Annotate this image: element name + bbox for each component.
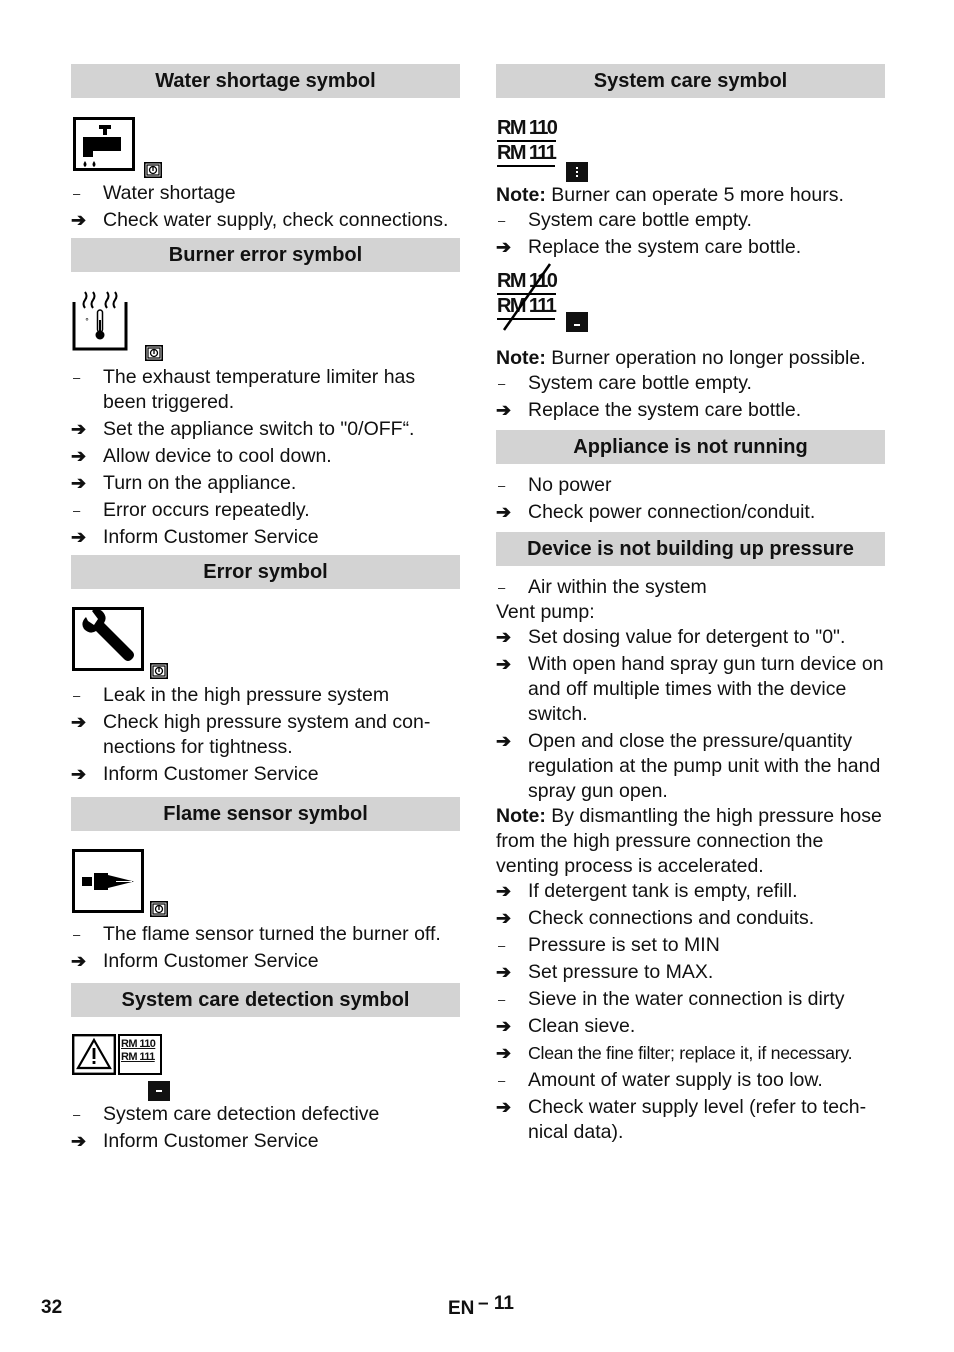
item-text: If detergent tank is empty, refill. bbox=[528, 880, 798, 902]
cause-item bbox=[71, 1102, 460, 1127]
action-item bbox=[496, 500, 885, 525]
dark-indicator-icon bbox=[148, 1081, 170, 1101]
action-item bbox=[71, 208, 460, 233]
rm-code-1: RM 110 bbox=[121, 1038, 156, 1050]
arrow-icon: ➔ bbox=[71, 764, 87, 784]
item-text: The exhaust temperature limiter has been triggered. bbox=[103, 366, 416, 413]
item-text: Inform Customer Service bbox=[103, 763, 319, 785]
section-error bbox=[71, 555, 460, 787]
item-text: Clean sieve. bbox=[528, 1015, 636, 1037]
item-text: Check water supply level (refer to tech-nical data). bbox=[528, 1096, 867, 1143]
dash-icon: – bbox=[73, 370, 81, 385]
item-text: No power bbox=[528, 474, 612, 496]
section-title: Device is not building up pressure bbox=[496, 532, 885, 566]
arrow-icon: ➔ bbox=[496, 654, 512, 674]
item-text: System care bottle empty. bbox=[528, 209, 752, 231]
item-text: Inform Customer Service bbox=[103, 526, 319, 548]
dash-icon: – bbox=[73, 927, 81, 942]
action-item bbox=[496, 906, 885, 931]
cause-item bbox=[496, 473, 885, 498]
note-text: By dismantling the high pressure hose from the high pressure connection the venting process is accelerated. bbox=[496, 805, 882, 877]
item-list bbox=[71, 181, 460, 233]
action-item bbox=[496, 960, 885, 985]
arrow-icon: ➔ bbox=[496, 1097, 512, 1117]
action-item bbox=[496, 652, 885, 727]
dash-icon: – bbox=[73, 688, 81, 703]
arrow-icon: ➔ bbox=[71, 712, 87, 732]
note-label: Note: bbox=[496, 184, 546, 206]
section-flame-sensor bbox=[71, 797, 460, 974]
action-item bbox=[496, 235, 885, 260]
icon-row bbox=[496, 260, 885, 346]
arrow-icon: ➔ bbox=[496, 1043, 512, 1063]
item-text: Water shortage bbox=[103, 182, 236, 204]
arrow-icon: ➔ bbox=[496, 731, 512, 751]
cause-item bbox=[496, 575, 885, 600]
item-text: Set the appliance switch to "0/OFF“. bbox=[103, 418, 415, 440]
arrow-icon: ➔ bbox=[71, 473, 87, 493]
arrow-icon: ➔ bbox=[71, 1131, 87, 1151]
dash-icon: – bbox=[498, 213, 506, 228]
item-list bbox=[71, 365, 460, 550]
action-item bbox=[71, 471, 460, 496]
note-paragraph bbox=[496, 346, 885, 371]
note-paragraph bbox=[496, 804, 885, 879]
action-item bbox=[496, 625, 885, 650]
note-paragraph bbox=[496, 183, 885, 208]
section-water-shortage bbox=[71, 64, 460, 233]
item-text: The flame sensor turned the burner off. bbox=[103, 923, 441, 945]
item-text: Amount of water supply is too low. bbox=[528, 1069, 823, 1091]
cause-item bbox=[496, 371, 885, 396]
action-item bbox=[496, 1095, 885, 1145]
item-list bbox=[71, 683, 460, 787]
item-text: System care detection defective bbox=[103, 1103, 380, 1125]
cause-item bbox=[71, 498, 460, 523]
cause-item bbox=[496, 933, 885, 958]
action-item bbox=[71, 1129, 460, 1154]
arrow-icon: ➔ bbox=[496, 237, 512, 257]
dash-icon: – bbox=[73, 186, 81, 201]
status-indicator-icon bbox=[150, 663, 168, 679]
icon-row bbox=[496, 98, 885, 183]
item-list bbox=[496, 625, 885, 804]
section-title: Error symbol bbox=[71, 555, 460, 589]
item-text: Sieve in the water connection is dirty bbox=[528, 988, 845, 1010]
item-text: Check high pressure system and con-nections for tightness. bbox=[103, 711, 431, 758]
item-text: Set dosing value for detergent to "0". bbox=[528, 626, 846, 648]
action-item bbox=[71, 949, 460, 974]
dash-icon: – bbox=[498, 478, 506, 493]
section-title: System care symbol bbox=[496, 64, 885, 98]
item-list bbox=[496, 575, 885, 600]
cause-item bbox=[71, 365, 460, 415]
vent-pump-label: Vent pump: bbox=[496, 601, 595, 623]
item-list bbox=[496, 208, 885, 260]
action-item bbox=[71, 444, 460, 469]
action-item bbox=[496, 398, 885, 423]
arrow-icon: ➔ bbox=[71, 210, 87, 230]
section-burner-error bbox=[71, 238, 460, 550]
rm-code-1: RM 110 bbox=[497, 117, 556, 142]
section-not-building-pressure bbox=[496, 532, 885, 1145]
arrow-icon: ➔ bbox=[71, 446, 87, 466]
icon-row bbox=[71, 589, 460, 683]
status-indicator-icon bbox=[144, 162, 162, 178]
note-text: Burner operation no longer possible. bbox=[545, 347, 866, 369]
item-text: Turn on the appliance. bbox=[103, 472, 297, 494]
item-list bbox=[71, 1102, 460, 1154]
action-item bbox=[496, 1041, 885, 1066]
item-text: Inform Customer Service bbox=[103, 1130, 319, 1152]
cause-item bbox=[71, 683, 460, 708]
sub-page-number: – 11 bbox=[478, 1293, 514, 1314]
icon-row bbox=[71, 831, 460, 922]
arrow-icon: ➔ bbox=[496, 627, 512, 647]
water-tap-icon bbox=[73, 117, 135, 171]
right-column bbox=[496, 64, 885, 1145]
dash-icon: – bbox=[498, 938, 506, 953]
dash-icon: – bbox=[498, 376, 506, 391]
action-item bbox=[496, 879, 885, 904]
icon-row bbox=[71, 1017, 460, 1102]
section-system-care-detection bbox=[71, 983, 460, 1154]
arrow-icon: ➔ bbox=[71, 419, 87, 439]
action-item bbox=[71, 710, 460, 760]
item-text: Air within the system bbox=[528, 576, 707, 598]
item-text: Allow device to cool down. bbox=[103, 445, 332, 467]
section-title: Burner error symbol bbox=[71, 238, 460, 272]
dash-icon: – bbox=[498, 992, 506, 1007]
action-item bbox=[496, 729, 885, 804]
section-title: Appliance is not running bbox=[496, 430, 885, 464]
dark-indicator-icon bbox=[566, 312, 588, 332]
arrow-icon: ➔ bbox=[496, 908, 512, 928]
arrow-icon: ➔ bbox=[496, 962, 512, 982]
item-text: Open and close the pressure/quantity regulation at the pump unit with the hand spray gun open. bbox=[528, 730, 881, 802]
item-text: With open hand spray gun turn device on and off multiple times with the device switch. bbox=[528, 653, 884, 725]
item-text: Clean the fine filter; replace it, if necessary. bbox=[528, 1043, 853, 1063]
wrench-icon bbox=[72, 607, 144, 671]
rm-code-2: RM 111 bbox=[121, 1051, 155, 1063]
left-column bbox=[71, 64, 460, 1154]
item-text: System care bottle empty. bbox=[528, 372, 752, 394]
rm-code-1: RM 110 bbox=[497, 270, 556, 295]
section-title: Water shortage symbol bbox=[71, 64, 460, 98]
language-code: EN bbox=[448, 1298, 475, 1319]
item-text: Set pressure to MAX. bbox=[528, 961, 714, 983]
warning-icon bbox=[72, 1034, 116, 1075]
rm-code-block bbox=[497, 117, 556, 167]
dark-indicator-icon bbox=[566, 162, 588, 182]
action-item bbox=[71, 762, 460, 787]
item-list bbox=[71, 922, 460, 974]
action-item bbox=[71, 417, 460, 442]
icon-row bbox=[71, 98, 460, 181]
cause-item bbox=[496, 208, 885, 233]
cause-item bbox=[71, 181, 460, 206]
flame-sensor-icon bbox=[72, 849, 144, 913]
item-text: Error occurs repeatedly. bbox=[103, 499, 310, 521]
item-text: Leak in the high pressure system bbox=[103, 684, 390, 706]
arrow-icon: ➔ bbox=[496, 502, 512, 522]
item-text: Inform Customer Service bbox=[103, 950, 319, 972]
item-text: Check connections and conduits. bbox=[528, 907, 815, 929]
cause-item bbox=[71, 922, 460, 947]
status-indicator-icon bbox=[145, 345, 163, 361]
section-system-care bbox=[496, 64, 885, 423]
item-text: Replace the system care bottle. bbox=[528, 236, 802, 258]
dash-icon: – bbox=[498, 1073, 506, 1088]
icon-row bbox=[71, 272, 460, 365]
cause-item bbox=[496, 987, 885, 1012]
item-text: Pressure is set to MIN bbox=[528, 934, 720, 956]
rm-code-badge bbox=[118, 1034, 162, 1075]
burner-temperature-icon bbox=[71, 288, 129, 352]
section-title: System care detection symbol bbox=[71, 983, 460, 1017]
arrow-icon: ➔ bbox=[496, 400, 512, 420]
item-text: Check power connection/conduit. bbox=[528, 501, 816, 523]
dash-icon: – bbox=[498, 580, 506, 595]
rm-code-2: RM 111 bbox=[497, 295, 555, 320]
arrow-icon: ➔ bbox=[71, 951, 87, 971]
arrow-icon: ➔ bbox=[496, 1016, 512, 1036]
dash-icon: – bbox=[73, 1107, 81, 1122]
dash-icon: – bbox=[73, 503, 81, 518]
action-item bbox=[496, 1014, 885, 1039]
note-text: Burner can operate 5 more hours. bbox=[545, 184, 844, 206]
note-label: Note: bbox=[496, 347, 546, 369]
note-label: Note: bbox=[496, 805, 546, 827]
strike-through-icon bbox=[498, 262, 556, 332]
item-list bbox=[496, 473, 885, 525]
item-text: Replace the system care bottle. bbox=[528, 399, 802, 421]
item-list bbox=[496, 879, 885, 1145]
svg-text:°: ° bbox=[85, 317, 89, 326]
page-number: 32 bbox=[41, 1297, 63, 1318]
section-appliance-not-running bbox=[496, 430, 885, 525]
action-item bbox=[71, 525, 460, 550]
item-list bbox=[496, 371, 885, 423]
item-text: Check water supply, check connections. bbox=[103, 209, 449, 231]
arrow-icon: ➔ bbox=[496, 881, 512, 901]
rm-code-2: RM 111 bbox=[497, 142, 555, 167]
status-indicator-icon bbox=[150, 901, 168, 917]
arrow-icon: ➔ bbox=[71, 527, 87, 547]
section-title: Flame sensor symbol bbox=[71, 797, 460, 831]
cause-item bbox=[496, 1068, 885, 1093]
